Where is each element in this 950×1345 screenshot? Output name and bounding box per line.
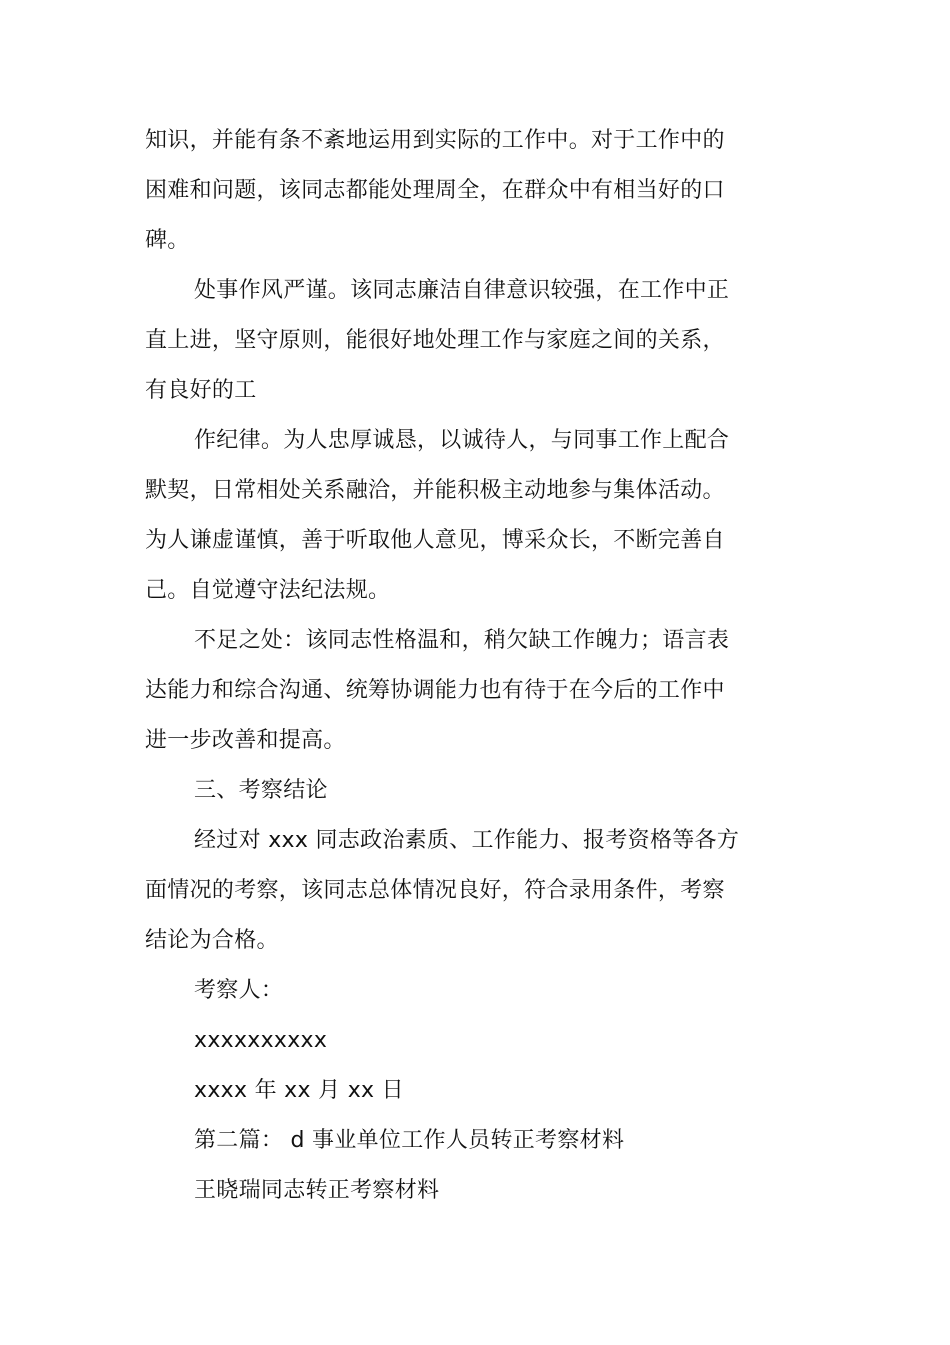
text-line: 达能力和综合沟通、统筹协调能力也有待于在今后的工作中 [145,678,725,703]
paragraph-start-line: 经过对 xxx 同志政治素质、工作能力、报考资格等各方 [194,828,740,853]
text-line: 为人谦虚谨慎，善于听取他人意见，博采众长，不断完善自 [145,528,725,553]
paragraph-start-line: 作纪律。为人忠厚诚恳，以诚待人，与同事工作上配合 [194,428,730,453]
material-title: 王晓瑞同志转正考察材料 [194,1178,440,1203]
section-heading: 三、考察结论 [194,778,328,803]
text-line: 有良好的工 [145,378,257,403]
text-line: 知识，并能有条不紊地运用到实际的工作中。对于工作中的 [145,128,725,153]
text-line: 进一步改善和提高。 [145,728,346,753]
text-line: 结论为合格。 [145,928,279,953]
paragraph-start-line: 不足之处：该同志性格温和，稍欠缺工作魄力；语言表 [194,628,730,653]
text-line: 困难和问题，该同志都能处理周全，在群众中有相当好的口 [145,178,725,203]
text-line: 面情况的考察，该同志总体情况良好，符合录用条件，考察 [145,878,725,903]
text-line: 己。自觉遵守法纪法规。 [145,578,391,603]
text-line: 默契，日常相处关系融洽，并能积极主动地参与集体活动。 [145,478,725,503]
document-date: xxxx 年 xx 月 xx 日 [194,1078,404,1103]
paragraph-start-line: 处事作风严谨。该同志廉洁自律意识较强，在工作中正 [194,278,730,303]
chapter-title: 第二篇： d 事业单位工作人员转正考察材料 [194,1128,625,1153]
text-line: 直上进，坚守原则，能很好地处理工作与家庭之间的关系， [145,328,725,353]
text-line: 碑。 [145,228,190,253]
inspector-name: xxxxxxxxxx [194,1028,328,1053]
inspector-label: 考察人： [194,978,284,1003]
